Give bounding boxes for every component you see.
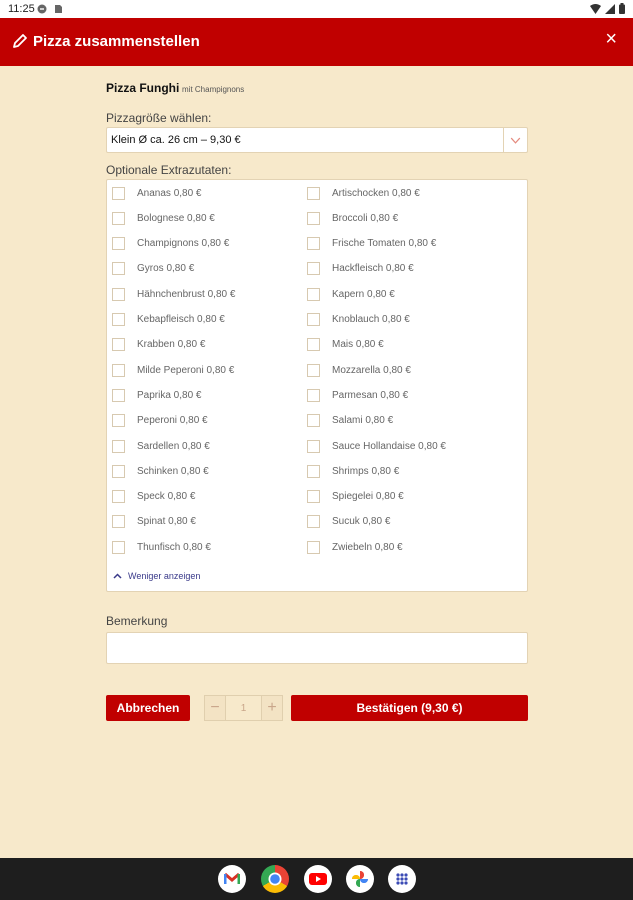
- extra-option[interactable]: [307, 186, 420, 200]
- extra-option[interactable]: [112, 363, 234, 377]
- notification-icon: [37, 4, 47, 14]
- extra-label: Gyros 0,80 €: [137, 263, 195, 275]
- chevron-down-icon: [503, 128, 527, 152]
- extra-label: Zwiebeln 0,80 €: [332, 541, 403, 553]
- extra-label: Sauce Hollandaise 0,80 €: [332, 440, 446, 452]
- cancel-button[interactable]: Abbrechen: [106, 695, 190, 721]
- extra-label: Spiegelei 0,80 €: [332, 491, 404, 503]
- extra-checkbox[interactable]: [112, 414, 125, 427]
- extra-checkbox[interactable]: [307, 465, 320, 478]
- sd-card-icon: [53, 4, 63, 14]
- extra-label: Shrimps 0,80 €: [332, 465, 400, 477]
- extra-option[interactable]: [112, 287, 235, 301]
- extra-option[interactable]: [307, 439, 446, 453]
- size-select[interactable]: [106, 127, 528, 153]
- extra-label: Peperoni 0,80 €: [137, 415, 208, 427]
- extra-label: Mozzarella 0,80 €: [332, 364, 411, 376]
- close-icon[interactable]: ×: [605, 28, 617, 50]
- dialog-title: Pizza zusammenstellen: [33, 33, 200, 50]
- pizza-name: Pizza Funghi: [106, 81, 180, 95]
- status-bar: [0, 0, 633, 18]
- extra-option[interactable]: [307, 313, 410, 327]
- extra-option[interactable]: [307, 388, 408, 402]
- battery-icon: [619, 3, 625, 14]
- extra-option[interactable]: [307, 338, 384, 352]
- extra-checkbox[interactable]: [112, 465, 125, 478]
- extra-label: Krabben 0,80 €: [137, 339, 206, 351]
- app-drawer-icon[interactable]: [388, 865, 416, 893]
- extra-option[interactable]: [112, 414, 208, 428]
- photos-icon[interactable]: [346, 865, 374, 893]
- extras-label: Optionale Extrazutaten:: [106, 163, 232, 177]
- extra-option[interactable]: [112, 211, 215, 225]
- extra-option[interactable]: [112, 186, 202, 200]
- extra-option[interactable]: [307, 414, 393, 428]
- size-label: Pizzagröße wählen:: [106, 111, 212, 125]
- extra-checkbox[interactable]: [112, 313, 125, 326]
- extra-checkbox[interactable]: [307, 212, 320, 225]
- extra-checkbox[interactable]: [307, 313, 320, 326]
- extra-label: Hähnchenbrust 0,80 €: [137, 288, 236, 300]
- extra-option[interactable]: [112, 540, 211, 554]
- extra-label: Kapern 0,80 €: [332, 288, 395, 300]
- extra-label: Paprika 0,80 €: [137, 389, 202, 401]
- confirm-button[interactable]: Bestätigen (9,30 €): [291, 695, 528, 721]
- extra-option[interactable]: [307, 515, 390, 529]
- chevron-up-icon: [113, 573, 122, 579]
- extra-checkbox[interactable]: [112, 364, 125, 377]
- extra-option[interactable]: [307, 287, 395, 301]
- extra-label: Hackfleisch 0,80 €: [332, 263, 414, 275]
- extra-option[interactable]: [307, 211, 398, 225]
- extra-checkbox[interactable]: [112, 440, 125, 453]
- extra-label: Milde Peperoni 0,80 €: [137, 364, 235, 376]
- extra-checkbox[interactable]: [307, 288, 320, 301]
- extra-checkbox[interactable]: [307, 490, 320, 503]
- increment-button[interactable]: +: [261, 695, 283, 721]
- extra-option[interactable]: [112, 515, 196, 529]
- extra-option[interactable]: [307, 363, 411, 377]
- extra-option[interactable]: [307, 490, 404, 504]
- extra-label: Knoblauch 0,80 €: [332, 314, 410, 325]
- extra-checkbox[interactable]: [307, 187, 320, 200]
- size-selected-value: Klein Ø ca. 26 cm – 9,30 €: [111, 134, 241, 146]
- app-dock: [0, 858, 633, 900]
- extra-option[interactable]: [112, 439, 210, 453]
- youtube-icon[interactable]: [304, 865, 332, 893]
- extra-label: Schinken 0,80 €: [137, 465, 209, 477]
- pencil-icon: [10, 31, 30, 51]
- extra-checkbox[interactable]: [112, 262, 125, 275]
- extra-label: Champignons 0,80 €: [137, 238, 230, 250]
- extra-label: Parmesan 0,80 €: [332, 389, 409, 401]
- remark-input[interactable]: [106, 632, 528, 664]
- remark-label: Bemerkung: [106, 614, 168, 628]
- extra-option[interactable]: [112, 313, 225, 327]
- extra-checkbox[interactable]: [307, 440, 320, 453]
- extra-label: Broccoli 0,80 €: [332, 212, 399, 224]
- extra-label: Ananas 0,80 €: [137, 187, 202, 199]
- extra-checkbox[interactable]: [307, 338, 320, 351]
- extra-label: Speck 0,80 €: [137, 491, 196, 503]
- extra-checkbox[interactable]: [112, 490, 125, 503]
- app-bar: [0, 18, 633, 66]
- extra-checkbox[interactable]: [112, 187, 125, 200]
- extra-label: Frische Tomaten 0,80 €: [332, 238, 437, 250]
- extra-checkbox[interactable]: [112, 515, 125, 528]
- extra-option[interactable]: [112, 262, 194, 276]
- extra-label: Spinat 0,80 €: [137, 516, 196, 528]
- extra-label: Artischocken 0,80 €: [332, 187, 420, 199]
- extra-checkbox[interactable]: [112, 389, 125, 402]
- extra-label: Kebapfleisch 0,80 €: [137, 314, 225, 325]
- extra-label: Sucuk 0,80 €: [332, 516, 391, 528]
- extra-checkbox[interactable]: [307, 541, 320, 554]
- extra-option[interactable]: [112, 464, 209, 478]
- extra-option[interactable]: [112, 388, 202, 402]
- extra-checkbox[interactable]: [307, 237, 320, 250]
- wifi-icon: [590, 4, 601, 14]
- status-time: 11:25: [8, 3, 35, 15]
- extra-checkbox[interactable]: [112, 288, 125, 301]
- extra-label: Mais 0,80 €: [332, 339, 384, 351]
- extra-label: Salami 0,80 €: [332, 415, 394, 427]
- quantity-value[interactable]: 1: [226, 695, 261, 721]
- pizza-description: mit Champignons: [182, 85, 245, 94]
- decrement-button[interactable]: −: [204, 695, 226, 721]
- extra-checkbox[interactable]: [307, 364, 320, 377]
- signal-icon: [605, 4, 615, 14]
- extra-label: Sardellen 0,80 €: [137, 440, 210, 452]
- gmail-icon[interactable]: [218, 865, 246, 893]
- show-less-label: Weniger anzeigen: [128, 571, 201, 581]
- chrome-icon[interactable]: [261, 865, 289, 893]
- show-less-link[interactable]: [113, 571, 200, 581]
- extra-checkbox[interactable]: [307, 515, 320, 528]
- extras-list: [106, 179, 528, 592]
- extra-option[interactable]: [307, 262, 414, 276]
- extra-option[interactable]: [307, 540, 403, 554]
- extra-label: Thunfisch 0,80 €: [137, 541, 211, 553]
- extra-option[interactable]: [112, 490, 195, 504]
- quantity-stepper: [204, 695, 283, 721]
- extra-option[interactable]: [307, 464, 399, 478]
- extra-label: Bolognese 0,80 €: [137, 212, 215, 224]
- extra-checkbox[interactable]: [307, 262, 320, 275]
- extra-checkbox[interactable]: [112, 338, 125, 351]
- extra-checkbox[interactable]: [112, 237, 125, 250]
- extra-option[interactable]: [112, 338, 205, 352]
- extra-checkbox[interactable]: [112, 541, 125, 554]
- extra-checkbox[interactable]: [307, 389, 320, 402]
- extra-checkbox[interactable]: [307, 414, 320, 427]
- extra-checkbox[interactable]: [112, 212, 125, 225]
- extra-option[interactable]: [307, 237, 436, 251]
- extra-option[interactable]: [112, 237, 229, 251]
